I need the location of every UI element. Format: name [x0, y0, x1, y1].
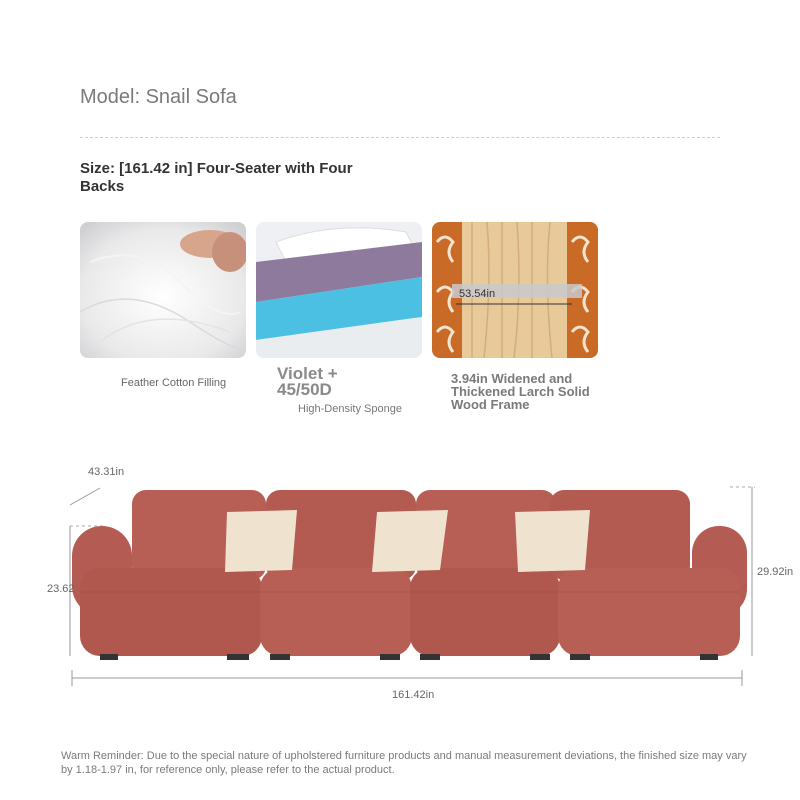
warm-reminder: Warm Reminder: Due to the special nature of upholstered furniture products and manual measurement deviations, the finished size may vary by 1.18-1.97 in, for reference only, please refer to the actual product. — [61, 750, 747, 776]
sponge-caption: High-Density Sponge — [298, 403, 402, 415]
divider — [80, 137, 720, 138]
sponge-layers-image — [256, 222, 422, 358]
frame-width-label: 53.54in — [459, 288, 496, 300]
height-label: 29.92in — [757, 566, 794, 578]
feather-caption: Feather Cotton Filling — [121, 377, 227, 389]
sofa-illustration — [60, 460, 760, 700]
size-title: Size: [161.42 in] Four-Seater with Four Backs — [80, 160, 353, 195]
wood-frame-image — [432, 222, 598, 358]
depth-label: 43.31in — [88, 466, 125, 478]
arm-height-label: 23.62 — [47, 583, 75, 595]
violet-caption: Violet + 45/50D — [277, 364, 338, 399]
feather-cotton-image — [80, 222, 246, 358]
model-title: Model: Snail Sofa — [80, 86, 237, 108]
width-label: 161.42in — [392, 689, 435, 701]
frame-caption: 3.94in Widened and Thickened Larch Solid Wood Frame — [451, 371, 590, 412]
